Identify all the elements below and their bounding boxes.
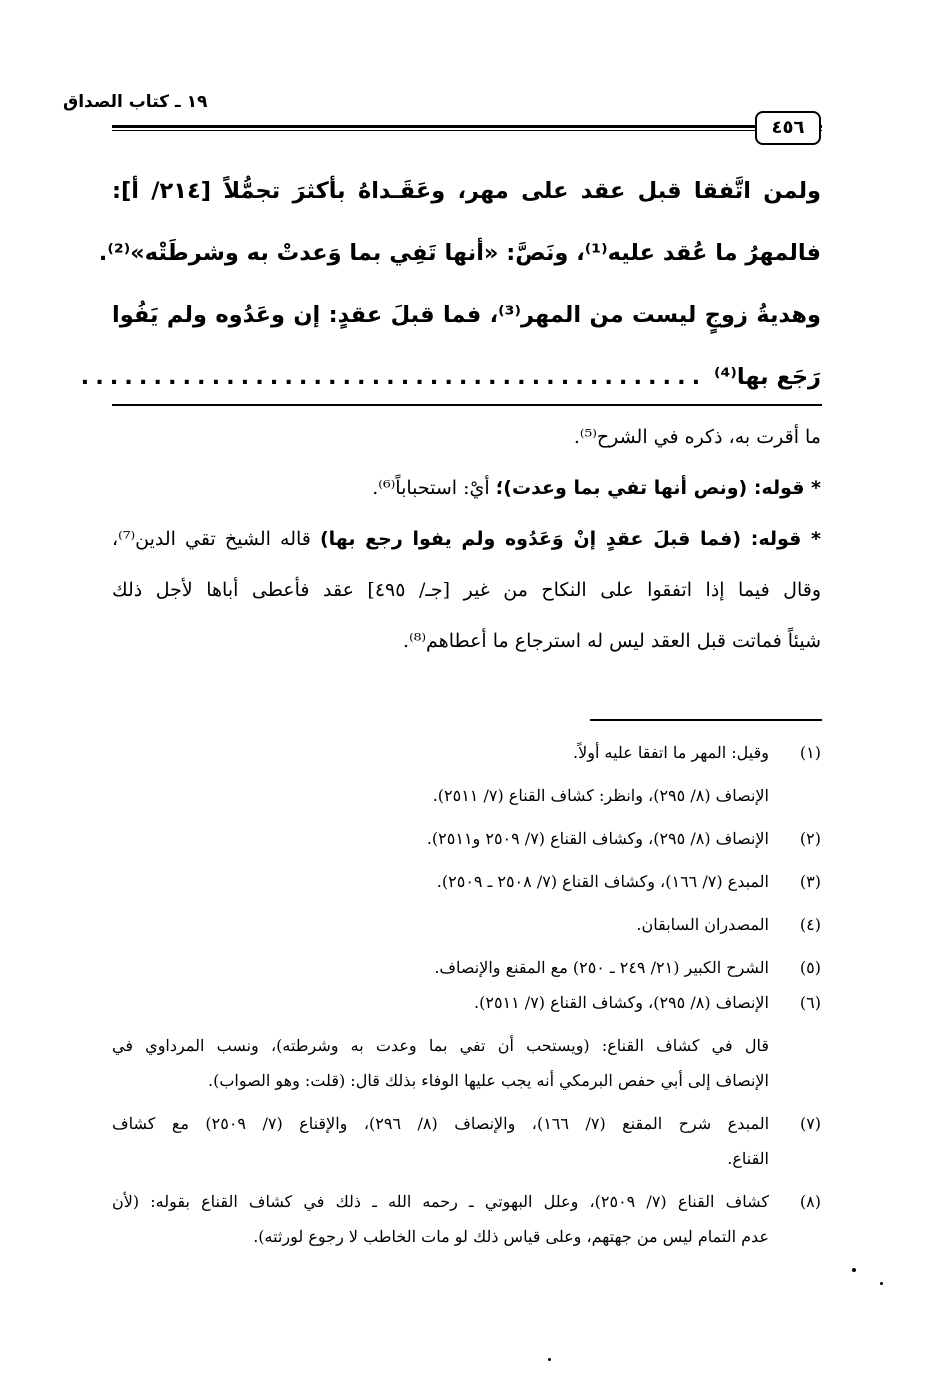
commentary-line-5: شيئاً فماتت قبل العقد ليس له استرجاع ما أعطاهم⁽⁸⁾. — [403, 630, 821, 652]
main-line-4-text: رَجَع بها⁽⁴⁾ — [714, 364, 821, 390]
footnote-3 — [112, 864, 821, 899]
footnote-6-cont: الإنصاف إلى أبي حفص البرمكي أنه يجب عليها الوفاء بذلك قال: (قلت: وهو الصواب). — [208, 1071, 769, 1090]
footnote-text: المصدران السابقان. — [636, 915, 769, 934]
scan-speck — [548, 1358, 551, 1361]
footnote-number: (١) — [799, 743, 821, 762]
footnote-text: المبدع شرح المقنع (٧/ ١٦٦)، والإنصاف (٨/ ٢٩٦)، والإقناع (٧/ ٢٥٠٩) مع كشاف — [112, 1114, 770, 1133]
commentary-line-4: وقال فيما إذا اتفقوا على النكاح من غير [جـ/ ٤٩٥] عقد فأعطى أباها لأجل ذلك — [112, 579, 821, 601]
footnote-number: (٨) — [799, 1192, 822, 1211]
commentary-line-2 — [112, 463, 821, 514]
footnote-8 — [112, 1184, 821, 1219]
main-line-1: ولمن اتَّفقا قبل عقد على مهر، وعَقَـداهُ بأكثرَ تجمُّلاً [٢١٤/ أ]: — [112, 178, 822, 204]
footnote-6 — [112, 985, 821, 1020]
main-separator — [112, 404, 822, 406]
main-line-3: وهديةُ زوجٍ ليست من المهر⁽³⁾، فما قبلَ عقدٍ: إن وعَدُوه ولم يَفُوا — [112, 302, 821, 328]
page-number-box — [755, 111, 821, 145]
scan-speck — [880, 1282, 883, 1285]
commentary-quote-label: * قوله: (فما قبلَ عقدٍ إنْ وَعَدُوه ولم يفوا رجع بها) — [319, 528, 821, 550]
footnote-text: الشرح الكبير (٢١/ ٢٤٩ ـ ٢٥٠) مع المقنع والإنصاف. — [434, 958, 769, 977]
commentary-quote-text: قاله الشيخ تقي الدين⁽⁷⁾، — [112, 528, 320, 550]
footnote-number: (٣) — [799, 872, 821, 891]
footnote-8-cont: عدم التمام ليس من جهتهم، وعلى قياس ذلك لو مات الخاطب لا رجوع لورثته). — [253, 1227, 769, 1246]
commentary — [112, 412, 821, 667]
scan-speck — [852, 1268, 856, 1272]
footnotes — [112, 735, 821, 1254]
footnote-6-cont: قال في كشاف القناع: (ويستحب أن تفي بما وعدت به وشرطته)، ونسب المرداوي في — [112, 1036, 770, 1055]
commentary-line-1: ما أقرت به، ذكره في الشرح⁽⁵⁾. — [573, 426, 821, 448]
footnote-7-cont: القناع. — [727, 1149, 769, 1168]
commentary-quote-label: * قوله: (ونص أنها تفي بما وعدت)؛ — [495, 477, 821, 499]
main-line-2: فالمهرُ ما عُقد عليه⁽¹⁾، ونَصَّ: «أنها تَفِي بما وَعدتْ به وشرطَتْه»⁽²⁾. — [98, 240, 821, 266]
footnote-number: (٦) — [799, 993, 821, 1012]
footnote-number: (٥) — [799, 958, 821, 977]
footnote-7 — [112, 1106, 821, 1141]
footnote-number: (٧) — [799, 1114, 822, 1133]
footnote-text: المبدع (٧/ ١٦٦)، وكشاف القناع (٧/ ٢٥٠٨ ـ ٢٥٠٩). — [436, 872, 769, 891]
commentary-quote-text: أيْ: استحباباً⁽⁶⁾. — [372, 477, 496, 499]
footnote-number: (٤) — [799, 915, 821, 934]
footnote-5 — [112, 950, 821, 985]
footnote-text: الإنصاف (٨/ ٢٩٥)، وكشاف القناع (٧/ ٢٥٠٩ و٢٥١١). — [426, 829, 769, 848]
page-number: ٤٥٦ — [771, 117, 805, 138]
footnote-4 — [112, 907, 821, 942]
footnote-number: (٢) — [799, 829, 821, 848]
main-text — [80, 160, 822, 408]
header-rule-thick — [112, 125, 822, 128]
footnote-1-cont: الإنصاف (٨/ ٢٩٥)، وانظر: كشاف القناع (٧/ ٢٥١١). — [432, 786, 769, 805]
chapter-title: ١٩ ـ كتاب الصداق — [63, 92, 208, 112]
header-rule-thin — [112, 130, 822, 131]
footnote-2 — [112, 821, 821, 856]
footnote-text: الإنصاف (٨/ ٢٩٥)، وكشاف القناع (٧/ ٢٥١١). — [474, 993, 769, 1012]
footnote-text: وقيل: المهر ما اتفقا عليه أولاً. — [573, 743, 769, 762]
footnote-text: كشاف القناع (٧/ ٢٥٠٩)، وعلل البهوتي ـ رحمه الله ـ ذلك في كشاف القناع بقوله: (لأن — [112, 1192, 770, 1211]
leader-dots: ........................................... — [80, 364, 707, 390]
footnote-separator — [590, 719, 822, 721]
footnote-1 — [112, 735, 821, 770]
commentary-line-3 — [112, 514, 821, 565]
main-line-4 — [80, 346, 821, 408]
